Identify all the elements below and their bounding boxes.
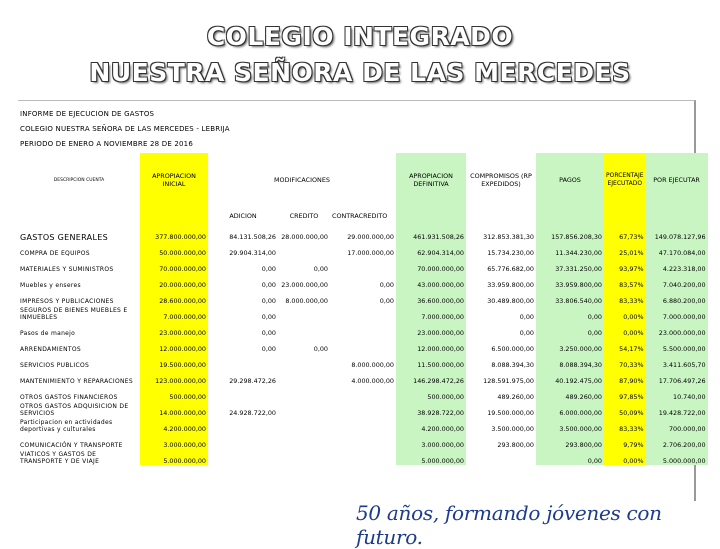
cell-credit [278, 369, 330, 385]
cell-pay: 33.959.800,00 [536, 273, 604, 289]
cell-addition: 24.928.722,00 [229, 409, 276, 417]
col-header-modifications: MODIFICACIONES [274, 176, 330, 184]
cell-contra: 0,00 [379, 297, 394, 305]
table-row [18, 401, 708, 417]
col-header-pending: POR EJECUTAR [646, 153, 708, 207]
cell-final: 43.000.000,00 [396, 273, 466, 289]
cell-final: 62.904.314,00 [396, 241, 466, 257]
col-header-description: DESCRIPCION CUENTA [53, 177, 105, 183]
account-name: SEGUROS DE BIENES MUEBLES E INMUEBLES [20, 307, 128, 321]
col-header-payments: PAGOS [536, 153, 604, 207]
account-name: Participacion en actividades deportivas y culturales [20, 419, 113, 433]
cell-final: 5.000.000,00 [396, 449, 466, 465]
school-title-line2: NUESTRA SEÑORA DE LAS MERCEDES [89, 58, 631, 87]
cell-pct: 67,73% [604, 225, 646, 241]
cell-pct: 87,90% [604, 369, 646, 385]
cell-pending: 7.000.000,00 [646, 305, 708, 321]
cell-pay: 0,00 [536, 449, 604, 465]
cell-final: 4.200.000,00 [396, 417, 466, 433]
cell-pay: 6.000.000,00 [536, 401, 604, 417]
cell-credit [278, 321, 330, 337]
cell-initial: 5.000.000,00 [140, 449, 208, 465]
col-header-commitments: COMPROMISOS (RP EXPEDIDOS) [470, 172, 532, 188]
table-row [18, 337, 708, 353]
cell-pending: 23.000.000,00 [646, 321, 708, 337]
cell-contra [330, 257, 396, 273]
cell-initial: 19.500.000,00 [140, 353, 208, 369]
col-header-credit: CREDITO [289, 212, 319, 220]
account-name: OTROS GASTOS FINANCIEROS [20, 394, 118, 401]
cell-initial: 7.000.000,00 [140, 305, 208, 321]
table-row [18, 321, 708, 337]
cell-pay: 8.088.394,30 [536, 353, 604, 369]
account-name: VIATICOS Y GASTOS DE TRANSPORTE Y DE VIAJE [20, 451, 100, 465]
col-header-addition: ADICION [229, 212, 257, 220]
cell-contra: 0,00 [379, 281, 394, 289]
cell-pending: 700.000,00 [646, 417, 708, 433]
cell-addition: 0,00 [261, 281, 276, 289]
table-row [18, 449, 708, 465]
school-title-line1: COLEGIO INTEGRADO [206, 22, 514, 51]
cell-credit: 0,00 [313, 265, 328, 273]
cell-final: 461.931.508,26 [396, 225, 466, 241]
school-slogan: 50 años, formando jóvenes con futuro. [356, 501, 662, 549]
cell-pending: 7.040.200,00 [646, 273, 708, 289]
account-name: ARRENDAMIENTOS [20, 346, 81, 353]
cell-final: 3.000.000,00 [396, 433, 466, 449]
col-header-percent: PORCENTAJE EJECUTADO [604, 153, 646, 207]
cell-contra [330, 449, 396, 465]
cell-addition: 0,00 [261, 345, 276, 353]
cell-final: 11.500.000,00 [396, 353, 466, 369]
cell-pending: 10.740,00 [646, 385, 708, 401]
cell-contra [330, 401, 396, 417]
cell-pay: 40.192.475,00 [536, 369, 604, 385]
cell-credit [278, 417, 330, 433]
cell-final: 7.000.000,00 [396, 305, 466, 321]
cell-pending: 6.880.200,00 [646, 289, 708, 305]
cell-pay: 11.344.230,00 [536, 241, 604, 257]
cell-initial: 70.000.000,00 [140, 257, 208, 273]
account-name: MANTENIMIENTO Y REPARACIONES [20, 378, 133, 385]
cell-pay: 3.250.000,00 [536, 337, 604, 353]
cell-credit [278, 401, 330, 417]
cell-pct: 9,79% [604, 433, 646, 449]
table-row [18, 353, 708, 369]
cell-final: 23.000.000,00 [396, 321, 466, 337]
cell-contra [330, 433, 396, 449]
account-name: COMPRA DE EQUIPOS [20, 250, 90, 257]
cell-initial: 4.200.000,00 [140, 417, 208, 433]
cell-contra [330, 417, 396, 433]
cell-pending: 19.428.722,00 [646, 401, 708, 417]
cell-pct: 25,01% [604, 241, 646, 257]
cell-contra [330, 385, 396, 401]
cell-commit: 30.489.800,00 [487, 297, 534, 305]
table-row [18, 273, 708, 289]
cell-pct: 0,00% [604, 305, 646, 321]
cell-pending: 5.500.000,00 [646, 337, 708, 353]
cell-commit: 293.800,00 [497, 441, 534, 449]
cell-contra: 29.000.000,00 [347, 233, 394, 241]
cell-pay: 33.806.540,00 [536, 289, 604, 305]
table-row [18, 433, 708, 449]
cell-commit: 33.959.800,00 [487, 281, 534, 289]
cell-addition: 0,00 [261, 265, 276, 273]
cell-addition [208, 417, 278, 433]
cell-addition: 0,00 [261, 297, 276, 305]
cell-credit [278, 353, 330, 369]
cell-credit [278, 385, 330, 401]
cell-final: 70.000.000,00 [396, 257, 466, 273]
cell-addition: 0,00 [261, 329, 276, 337]
cell-pct: 83,57% [604, 273, 646, 289]
cell-commit: 0,00 [519, 313, 534, 321]
cell-initial: 20.000.000,00 [140, 273, 208, 289]
cell-pay: 293.800,00 [536, 433, 604, 449]
cell-contra [330, 305, 396, 321]
cell-initial: 23.000.000,00 [140, 321, 208, 337]
table-row [18, 257, 708, 273]
cell-final: 146.298.472,26 [396, 369, 466, 385]
col-header-final: APROPIACION DEFINITIVA [396, 153, 466, 207]
cell-contra [330, 321, 396, 337]
cell-commit [466, 449, 536, 465]
cell-pct: 83,33% [604, 417, 646, 433]
cell-initial: 123.000.000,00 [140, 369, 208, 385]
table-row [18, 385, 708, 401]
cell-initial: 377.800.000,00 [140, 225, 208, 241]
cell-pay: 0,00 [536, 321, 604, 337]
cell-pct: 83,33% [604, 289, 646, 305]
cell-commit: 312.853.381,30 [483, 233, 534, 241]
cell-final: 38.928.722,00 [396, 401, 466, 417]
report-period: PERIODO DE ENERO A NOVIEMBRE 28 DE 2016 [20, 140, 193, 148]
cell-pct: 54,17% [604, 337, 646, 353]
cell-commit: 6.500.000,00 [491, 345, 534, 353]
cell-pay: 37.331.250,00 [536, 257, 604, 273]
report-school: COLEGIO NUESTRA SEÑORA DE LAS MERCEDES - LEBRIJA [20, 125, 230, 133]
cell-final: 500.000,00 [396, 385, 466, 401]
cell-addition [208, 385, 278, 401]
account-name: IMPRESOS Y PUBLICACIONES [20, 298, 114, 305]
cell-commit: 19.500.000,00 [487, 409, 534, 417]
cell-pct: 0,00% [604, 449, 646, 465]
cell-contra [330, 337, 396, 353]
expense-table [18, 153, 708, 465]
cell-contra: 8.000.000,00 [351, 361, 394, 369]
table-row [18, 225, 708, 241]
account-name: Muebles y enseres [20, 282, 81, 289]
table-row [18, 417, 708, 433]
cell-contra: 17.000.000,00 [347, 249, 394, 257]
cell-commit: 15.734.230,00 [487, 249, 534, 257]
cell-credit: 23.000.000,00 [281, 281, 328, 289]
cell-pct: 70,33% [604, 353, 646, 369]
cell-initial: 3.000.000,00 [140, 433, 208, 449]
cell-commit: 489.260,00 [497, 393, 534, 401]
cell-final: 36.600.000,00 [396, 289, 466, 305]
cell-pending: 4.223.318,00 [646, 257, 708, 273]
cell-initial: 50.000.000,00 [140, 241, 208, 257]
cell-initial: 500.000,00 [140, 385, 208, 401]
cell-pending: 3.411.605,70 [646, 353, 708, 369]
cell-addition: 0,00 [261, 313, 276, 321]
account-name: OTROS GASTOS ADQUISICION DE SERVICIOS [20, 403, 129, 417]
cell-commit: 3.500.000,00 [491, 425, 534, 433]
account-name: SERVICIOS PUBLICOS [20, 362, 90, 369]
cell-commit: 65.776.682,00 [487, 265, 534, 273]
cell-commit: 128.591.975,00 [483, 377, 534, 385]
cell-pct: 93,97% [604, 257, 646, 273]
cell-pay: 0,00 [536, 305, 604, 321]
cell-credit [278, 305, 330, 321]
cell-pct: 50,09% [604, 401, 646, 417]
cell-pay: 489.260,00 [536, 385, 604, 401]
cell-commit: 0,00 [519, 329, 534, 337]
account-name: GASTOS GENERALES [20, 233, 108, 241]
cell-addition: 29.298.472,26 [229, 377, 276, 385]
account-name: Pasos de manejo [20, 330, 76, 337]
cell-addition [208, 433, 278, 449]
account-name: MATERIALES Y SUMINISTROS [20, 266, 114, 273]
cell-credit [278, 241, 330, 257]
cell-addition [208, 449, 278, 465]
cell-pending: 2.706.200,00 [646, 433, 708, 449]
cell-credit: 28.000.000,00 [281, 233, 328, 241]
cell-addition: 84.131.508,26 [229, 233, 276, 241]
cell-pay: 3.500.000,00 [536, 417, 604, 433]
col-header-initial: APROPIACION INICIAL [140, 153, 208, 207]
cell-credit: 8.000.000,00 [285, 297, 328, 305]
cell-pay: 157.856.208,30 [536, 225, 604, 241]
table-row [18, 289, 708, 305]
account-name: COMUNICACIÓN Y TRANSPORTE [20, 442, 123, 449]
cell-contra: 4.000.000,00 [351, 377, 394, 385]
cell-initial: 12.000.000,00 [140, 337, 208, 353]
cell-pending: 47.170.084,00 [646, 241, 708, 257]
cell-addition [208, 353, 278, 369]
report-title: INFORME DE EJECUCION DE GASTOS [20, 110, 155, 118]
col-header-countercredit: CONTRACREDITO [332, 212, 388, 220]
cell-pending: 5.000.000,00 [646, 449, 708, 465]
cell-pending: 149.078.127,96 [646, 225, 708, 241]
cell-credit [278, 433, 330, 449]
cell-initial: 28.600.000,00 [140, 289, 208, 305]
cell-addition: 29.904.314,00 [229, 249, 276, 257]
cell-pct: 97,85% [604, 385, 646, 401]
cell-credit [278, 449, 330, 465]
cell-pending: 17.706.497,26 [646, 369, 708, 385]
table-row [18, 241, 708, 257]
cell-final: 12.000.000,00 [396, 337, 466, 353]
cell-commit: 8.088.394,30 [491, 361, 534, 369]
table-row [18, 369, 708, 385]
table-row [18, 305, 708, 321]
cell-credit: 0,00 [313, 345, 328, 353]
cell-pct: 0,00% [604, 321, 646, 337]
cell-initial: 14.000.000,00 [140, 401, 208, 417]
